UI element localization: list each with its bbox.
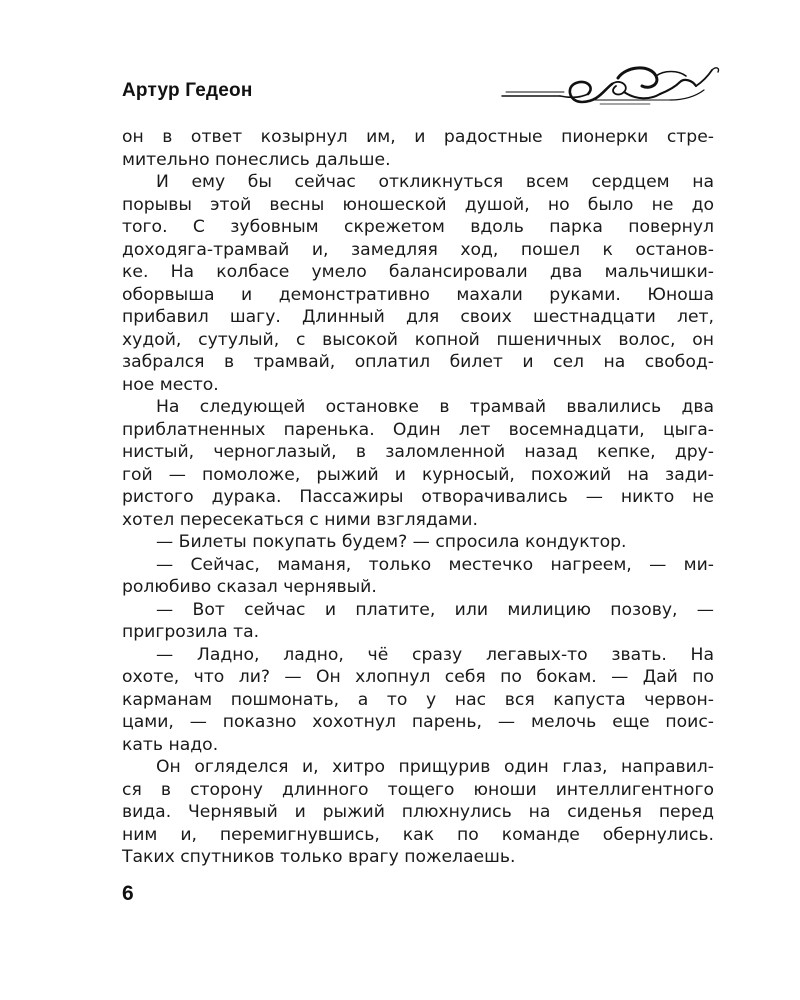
- flourish-ornament-icon: [500, 56, 722, 108]
- text-line: охоте, что ли? — Он хлопнул себя по бокам. — Дай по: [122, 667, 714, 687]
- text-line: того. С зубовным скрежетом вдоль парка повернул: [122, 217, 714, 237]
- text-line: доходяга-трамвай и, замедляя ход, пошел к останов-: [122, 239, 714, 260]
- text-line: оборвыша и демонстративно махали руками. Юноша: [122, 284, 714, 305]
- text-line: вида. Чернявый и рыжий плюхнулись на сиденья перед: [122, 802, 714, 822]
- text-line: ним и, перемигнувшись, как по команде обернулись.: [122, 824, 714, 845]
- text-line: Таких спутников только врагу пожелаешь.: [122, 847, 516, 867]
- text-line: — Вот сейчас и платите, или милицию позову, —: [156, 599, 714, 620]
- text-line: он в ответ козырнул им, и радостные пионерки стре-: [122, 127, 714, 147]
- text-line: забрался в трамвай, оплатил билет и сел на свобод-: [122, 352, 714, 372]
- text-line: ся в сторону длинного тощего юноши интеллигентного: [122, 779, 714, 800]
- text-line: — Ладно, ладно, чё сразу легавых-то звать. На: [156, 644, 714, 665]
- text-line: худой, сутулый, с высокой копной пшеничных волос, он: [122, 329, 714, 350]
- text-line: ное место.: [122, 374, 219, 395]
- text-line: нистый, черноглазый, в заломленной назад кепке, дру-: [122, 442, 714, 462]
- text-line: пригрозила та.: [122, 622, 260, 642]
- text-line: хотел пересекаться с ними взглядами.: [122, 509, 478, 530]
- text-line: — Билеты покупать будем? — спросила кондуктор.: [156, 532, 627, 552]
- text-line: ролюбиво сказал чернявый.: [122, 577, 377, 597]
- text-line: приблатненных паренька. Один лет восемнадцати, цыга-: [122, 419, 714, 440]
- text-line: На следующей остановке в трамвай ввалились два: [156, 397, 714, 417]
- text-line: порывы этой весны юношеской душой, но было не до: [122, 194, 714, 215]
- text-line: мительно понеслись дальше.: [122, 149, 391, 170]
- body-text: [122, 126, 714, 869]
- running-head-author: Артур Гедеон: [122, 80, 253, 101]
- text-line: цами, — показно хохотнул парень, — мелочь еще поис-: [122, 712, 714, 732]
- text-line: ристого дурака. Пассажиры отворачивались — никто не: [122, 487, 714, 507]
- text-line: ке. На колбасе умело балансировали два мальчишки-: [122, 262, 714, 282]
- text-line: Он огляделся и, хитро прищурив один глаз, направил-: [156, 757, 714, 777]
- text-line: прибавил шагу. Длинный для своих шестнадцати лет,: [122, 307, 714, 327]
- text-line: карманам пошмонать, а то у нас вся капуста червон-: [122, 689, 714, 710]
- text-line: И ему бы сейчас откликнуться всем сердцем на: [156, 172, 714, 192]
- text-line: кать надо.: [122, 734, 219, 755]
- text-line: гой — помоложе, рыжий и курносый, похожий на зади-: [122, 464, 714, 485]
- text-line: — Сейчас, маманя, только местечко нагреем, — ми-: [156, 554, 714, 575]
- page-number: 6: [122, 882, 134, 905]
